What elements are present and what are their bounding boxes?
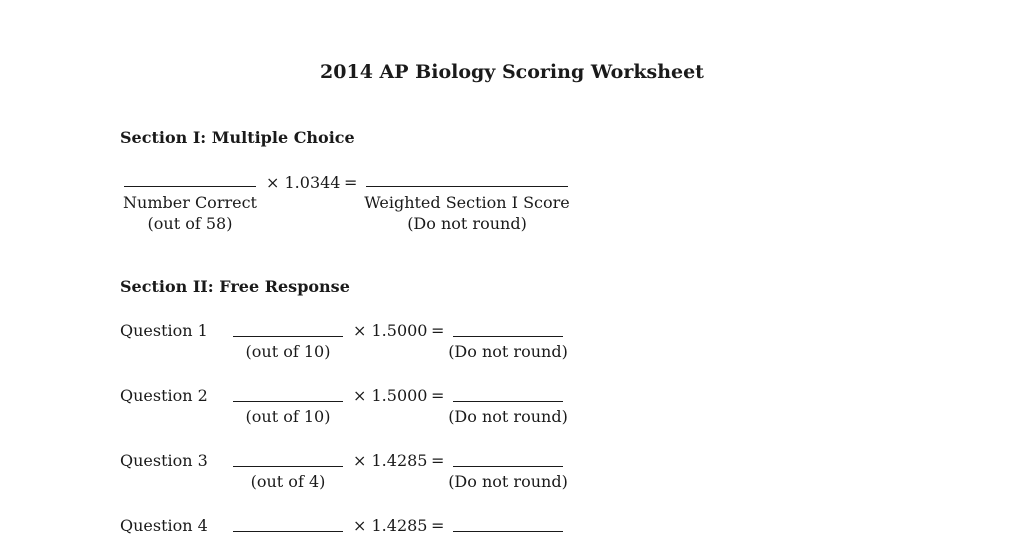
question-2-sublabel: (out of 10) [245, 407, 331, 426]
question-3-result-sublabel: (Do not round) [448, 472, 568, 491]
section-1-title: Section I: Multiple Choice [120, 128, 355, 147]
question-2-equals: = [431, 386, 445, 405]
number-correct-blank[interactable] [124, 186, 256, 187]
question-1-sublabel: (out of 10) [245, 342, 331, 361]
question-2-label: Question 2 [120, 386, 208, 405]
worksheet-title: 2014 AP Biology Scoring Worksheet [320, 61, 704, 83]
question-1-multiplier: × 1.5000 [353, 321, 428, 340]
question-3-result-blank[interactable] [453, 466, 563, 467]
number-correct-label: Number Correct [123, 193, 257, 212]
question-4-score-blank[interactable] [233, 531, 343, 532]
section-1-multiplier: × 1.0344 [266, 173, 341, 192]
question-1-score-blank[interactable] [233, 336, 343, 337]
question-3-label: Question 3 [120, 451, 208, 470]
question-1-label: Question 1 [120, 321, 208, 340]
question-3-score-blank[interactable] [233, 466, 343, 467]
question-2-score-blank[interactable] [233, 401, 343, 402]
question-4-label: Question 4 [120, 516, 208, 535]
weighted-score-sublabel: (Do not round) [407, 214, 527, 233]
question-3-equals: = [431, 451, 445, 470]
number-correct-sublabel: (out of 58) [147, 214, 233, 233]
weighted-section-1-blank[interactable] [366, 186, 568, 187]
question-4-equals: = [431, 516, 445, 535]
question-3-multiplier: × 1.4285 [353, 451, 428, 470]
question-1-result-sublabel: (Do not round) [448, 342, 568, 361]
question-2-multiplier: × 1.5000 [353, 386, 428, 405]
question-1-equals: = [431, 321, 445, 340]
question-3-sublabel: (out of 4) [250, 472, 326, 491]
section-2-title: Section II: Free Response [120, 277, 350, 296]
question-4-multiplier: × 1.4285 [353, 516, 428, 535]
section-1-equals: = [344, 173, 358, 192]
question-2-result-blank[interactable] [453, 401, 563, 402]
question-4-result-blank[interactable] [453, 531, 563, 532]
weighted-score-label: Weighted Section I Score [364, 193, 570, 212]
question-2-result-sublabel: (Do not round) [448, 407, 568, 426]
question-1-result-blank[interactable] [453, 336, 563, 337]
